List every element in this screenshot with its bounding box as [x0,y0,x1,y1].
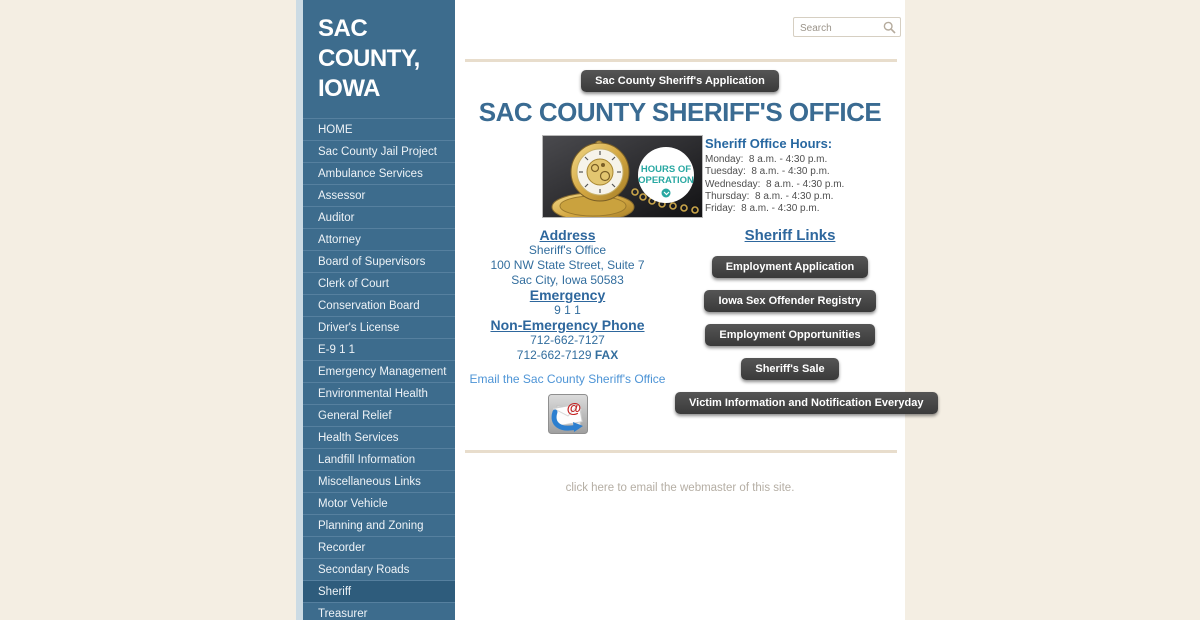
sidebar-item[interactable]: Health Services [303,427,455,449]
fax-number: 712-662-7129 [516,348,592,362]
sheriff-link-button[interactable]: Employment Opportunities [705,324,874,346]
office-hours-line: Thursday: 8 a.m. - 4:30 p.m. [705,190,834,202]
sheriff-link-button[interactable]: Employment Application [712,256,869,278]
address-line: Sac City, Iowa 50583 [511,273,624,287]
page-title: SAC COUNTY SHERIFF'S OFFICE [478,97,882,127]
search-input[interactable] [794,20,880,38]
svg-text:@: @ [566,400,581,417]
sidebar-item[interactable]: Landfill Information [303,449,455,471]
webmaster-link[interactable]: click here to email the webmaster of this site. [565,482,795,494]
sidebar-item[interactable]: Auditor [303,207,455,229]
sidebar-item[interactable]: General Relief [303,405,455,427]
sidebar-item[interactable]: Ambulance Services [303,163,455,185]
search-box [793,17,901,37]
sidebar-item[interactable]: Miscellaneous Links [303,471,455,493]
office-hours-heading: Sheriff Office Hours: [705,136,833,151]
sheriff-link-button[interactable]: Sheriff's Sale [741,358,838,380]
sidebar-item[interactable]: Environmental Health [303,383,455,405]
link-button-row [675,392,924,426]
site-title-line2: IOWA [318,75,380,102]
top-divider [465,59,897,62]
link-button-row [675,290,905,324]
address-line: Sheriff's Office [528,243,607,257]
link-button-row [675,324,905,358]
sidebar-item[interactable]: Emergency Management [303,361,455,383]
sidebar [296,0,455,620]
hours-of-operation-image [542,135,703,218]
office-hours-list [705,154,895,215]
application-button-wrap [455,70,905,92]
sidebar-item[interactable]: Secondary Roads [303,559,455,581]
email-icon[interactable] [548,394,588,434]
sheriff-links-heading: Sheriff Links [744,227,836,244]
fax-line [460,348,675,363]
office-hours-line: Wednesday: 8 a.m. - 4:30 p.m. [705,178,845,190]
sidebar-item[interactable]: Assessor [303,185,455,207]
badge-text-line2: OPERATION [638,175,694,186]
non-emergency-heading: Non-Emergency Phone [490,317,645,333]
sidebar-item[interactable]: E-9 1 1 [303,339,455,361]
office-hours-line: Monday: 8 a.m. - 4:30 p.m. [705,154,828,165]
link-button-row [675,358,905,392]
emergency-number: 9 1 1 [554,303,581,317]
sidebar-item[interactable]: Recorder [303,537,455,559]
emergency-heading: Emergency [529,287,606,303]
office-hours-line: Tuesday: 8 a.m. - 4:30 p.m. [705,166,830,178]
link-button-row [675,256,905,290]
sidebar-item[interactable]: Attorney [303,229,455,251]
sidebar-item[interactable]: Driver's License [303,317,455,339]
bottom-divider [465,450,897,453]
office-hours [705,136,895,215]
sheriff-link-button[interactable]: Iowa Sex Offender Registry [704,290,875,312]
sidebar-item[interactable]: Board of Supervisors [303,251,455,273]
search-icon[interactable] [883,21,896,34]
site-title [303,0,455,104]
address-column [460,228,675,439]
fax-label: FAX [594,348,619,362]
sidebar-item[interactable]: Treasurer [303,603,455,620]
address-line: 100 NW State Street, Suite 7 [490,258,645,272]
office-hours-line: Friday: 8 a.m. - 4:30 p.m. [705,203,820,215]
sidebar-item[interactable]: Clerk of Court [303,273,455,295]
badge-text-line1: HOURS OF [640,164,692,175]
sheriffs-application-button[interactable]: Sac County Sheriff's Application [581,70,779,92]
email-sheriff-link[interactable]: Email the Sac County Sheriff's Office [469,372,666,386]
sidebar-nav [303,118,455,620]
address-heading: Address [539,227,596,243]
sidebar-item[interactable]: Sac County Jail Project [303,141,455,163]
sidebar-item[interactable]: Planning and Zoning [303,515,455,537]
sheriff-links-list [675,256,924,426]
sheriff-links-column [675,227,924,426]
phone-number: 712-662-7127 [530,333,605,347]
sheriff-link-button[interactable]: Victim Information and Notification Everyday [675,392,938,414]
site-title-line1: SAC COUNTY, [318,15,420,72]
sidebar-item[interactable]: Conservation Board [303,295,455,317]
sidebar-item[interactable]: Sheriff [303,581,455,603]
main-content [455,0,924,620]
sidebar-item[interactable]: Motor Vehicle [303,493,455,515]
sidebar-item[interactable]: HOME [303,119,455,141]
email-icon-wrap [460,394,675,439]
